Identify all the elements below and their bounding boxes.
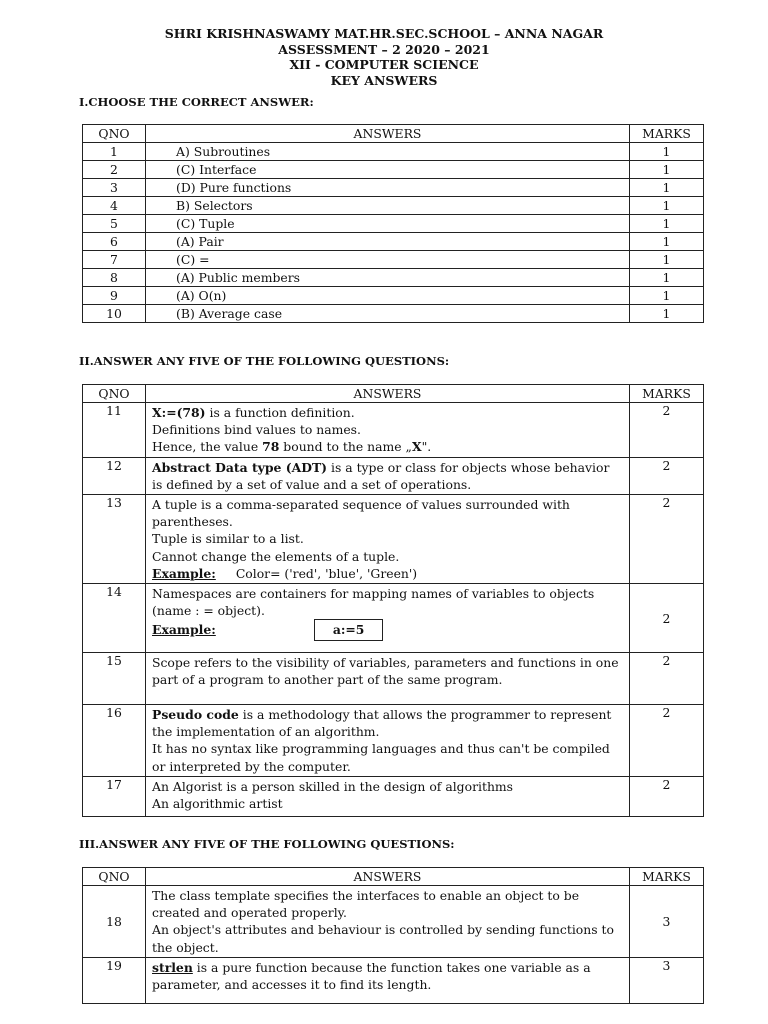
answer-text: is a methodology that allows the programmer to represent the implementation of an algorithm. — [152, 707, 612, 740]
answer-cell — [146, 705, 630, 777]
qno-cell: 2 — [83, 161, 146, 179]
marks-cell: 1 — [630, 269, 704, 287]
qno-cell: 8 — [83, 269, 146, 287]
qno-cell: 16 — [83, 705, 146, 777]
answer-cell — [146, 886, 630, 958]
answers-header: ANSWERS — [146, 868, 630, 886]
marks-cell: 2 — [630, 584, 704, 653]
qno-cell: 3 — [83, 179, 146, 197]
table-header-row — [83, 385, 704, 403]
table-row — [83, 179, 704, 197]
marks-cell: 2 — [630, 776, 704, 816]
marks-header: MARKS — [630, 125, 704, 143]
answer-cell: (D) Pure functions — [146, 179, 630, 197]
qno-cell: 5 — [83, 215, 146, 233]
answer-text: A tuple is a comma-separated sequence of values surrounded with parentheses. — [152, 497, 570, 530]
table-row — [83, 143, 704, 161]
table-row — [83, 233, 704, 251]
marks-cell: 1 — [630, 251, 704, 269]
marks-cell: 1 — [630, 305, 704, 323]
table-row — [83, 269, 704, 287]
marks-cell: 2 — [630, 495, 704, 584]
school-name: SHRI KRISHNASWAMY MAT.HR.SEC.SCHOOL – ANNA NAGAR — [164, 26, 604, 41]
example-box: a:=5 — [314, 619, 384, 641]
answer-text: An object's attributes and behaviour is controlled by sending functions to the object. — [152, 922, 614, 955]
answer-cell: (C) = — [146, 251, 630, 269]
term: X:=(78) — [152, 405, 206, 420]
table-row — [83, 305, 704, 323]
term: 78 — [262, 439, 280, 455]
marks-cell: 1 — [630, 215, 704, 233]
answer-cell — [146, 584, 630, 653]
answer-text: An algorithmic artist — [152, 796, 283, 812]
table-row — [83, 287, 704, 305]
section1-title: I.CHOOSE THE CORRECT ANSWER: — [79, 95, 314, 109]
answer-cell: (A) Public members — [146, 269, 630, 287]
answer-cell: A) Subroutines — [146, 143, 630, 161]
table-header-row — [83, 125, 704, 143]
answer-cell: (A) Pair — [146, 233, 630, 251]
section2-table — [82, 384, 704, 817]
subject-title: XII - COMPUTER SCIENCE — [289, 57, 479, 72]
doc-title: KEY ANSWERS — [330, 72, 438, 88]
answer-text: The class template specifies the interfaces to enable an object to be created and operated properly. — [152, 888, 580, 921]
qno-cell: 4 — [83, 197, 146, 215]
table-row — [83, 495, 704, 584]
answer-cell — [146, 776, 630, 816]
qno-cell: 13 — [83, 495, 146, 584]
table-row — [83, 886, 704, 958]
marks-cell: 1 — [630, 287, 704, 305]
qno-cell: 18 — [83, 886, 146, 958]
table-row — [83, 957, 704, 1003]
answer-text: is a pure function because the function takes one variable as a parameter, and accesses it to find its length. — [152, 959, 591, 993]
marks-cell: 2 — [630, 457, 704, 494]
marks-cell: 1 — [630, 197, 704, 215]
answer-cell — [146, 403, 630, 458]
qno-cell: 14 — [83, 584, 146, 653]
table-row — [83, 457, 704, 494]
qno-header: QNO — [83, 385, 146, 403]
term: strlen — [152, 959, 193, 975]
table-row — [83, 705, 704, 777]
qno-header: QNO — [83, 125, 146, 143]
qno-cell: 11 — [83, 403, 146, 458]
marks-cell: 2 — [630, 705, 704, 777]
answer-text: Namespaces are containers for mapping names of variables to objects (name : = object). — [152, 586, 595, 619]
answer-text: Hence, the value — [152, 439, 263, 455]
qno-cell: 17 — [83, 776, 146, 816]
section3-table — [82, 867, 704, 1004]
answer-cell — [146, 495, 630, 584]
section3-title: III.ANSWER ANY FIVE OF THE FOLLOWING QUESTIONS: — [79, 837, 455, 851]
answers-header: ANSWERS — [146, 125, 630, 143]
answer-text: An Algorist is a person skilled in the design of algorithms — [152, 778, 514, 794]
qno-cell: 9 — [83, 287, 146, 305]
marks-cell: 3 — [630, 886, 704, 958]
table-header-row — [83, 868, 704, 886]
document-header — [0, 26, 768, 88]
table-row — [83, 197, 704, 215]
section1-rows — [83, 143, 704, 323]
example-text: Color= ('red', 'blue', 'Green') — [235, 565, 418, 581]
qno-cell: 12 — [83, 457, 146, 494]
marks-cell: 3 — [630, 957, 704, 1003]
answer-text: bound to the name „ — [279, 439, 412, 455]
answers-header: ANSWERS — [146, 385, 630, 403]
marks-header: MARKS — [630, 868, 704, 886]
answer-text: ". — [421, 439, 432, 455]
marks-header: MARKS — [630, 385, 704, 403]
qno-cell: 15 — [83, 653, 146, 705]
answer-text: is a function definition. — [205, 405, 355, 420]
marks-cell: 1 — [630, 179, 704, 197]
answer-cell: (A) O(n) — [146, 287, 630, 305]
table-row — [83, 403, 704, 458]
qno-header: QNO — [83, 868, 146, 886]
table-row — [83, 251, 704, 269]
qno-cell: 19 — [83, 957, 146, 1003]
qno-cell: 10 — [83, 305, 146, 323]
marks-cell: 1 — [630, 161, 704, 179]
answer-text: Cannot change the elements of a tuple. — [152, 548, 400, 564]
table-row — [83, 776, 704, 816]
table-row — [83, 161, 704, 179]
term: X — [411, 439, 422, 455]
marks-cell: 2 — [630, 653, 704, 705]
answer-cell: Scope refers to the visibility of variables, parameters and functions in one part of a program to another part of the same program. — [146, 653, 630, 705]
marks-cell: 1 — [630, 233, 704, 251]
answer-text: Definitions bind values to names. — [152, 422, 361, 438]
qno-cell: 6 — [83, 233, 146, 251]
answer-cell — [146, 457, 630, 494]
section1-table — [82, 124, 704, 323]
section2-title: II.ANSWER ANY FIVE OF THE FOLLOWING QUESTIONS: — [79, 354, 450, 368]
assessment-title: ASSESSMENT – 2 2020 – 2021 — [278, 41, 490, 57]
answer-text: It has no syntax like programming languages and thus can't be compiled or interpreted by the computer. — [152, 741, 610, 774]
example-label: Example: — [152, 622, 216, 638]
table-row — [83, 584, 704, 653]
qno-cell: 7 — [83, 251, 146, 269]
term: Abstract Data type (ADT) — [152, 459, 328, 475]
table-row — [83, 653, 704, 705]
answer-text: is a type or class for objects whose behavior is defined by a set of value and a set of operations. — [152, 459, 610, 492]
answer-text: Tuple is similar to a list. — [152, 531, 304, 547]
answer-cell: (B) Average case — [146, 305, 630, 323]
qno-cell: 1 — [83, 143, 146, 161]
table-row — [83, 215, 704, 233]
answer-cell — [146, 957, 630, 1003]
answer-cell: (C) Tuple — [146, 215, 630, 233]
example-label: Example: — [152, 565, 216, 581]
answer-cell: B) Selectors — [146, 197, 630, 215]
answer-cell: (C) Interface — [146, 161, 630, 179]
marks-cell: 2 — [630, 403, 704, 458]
term: Pseudo code — [152, 707, 239, 723]
marks-cell: 1 — [630, 143, 704, 161]
